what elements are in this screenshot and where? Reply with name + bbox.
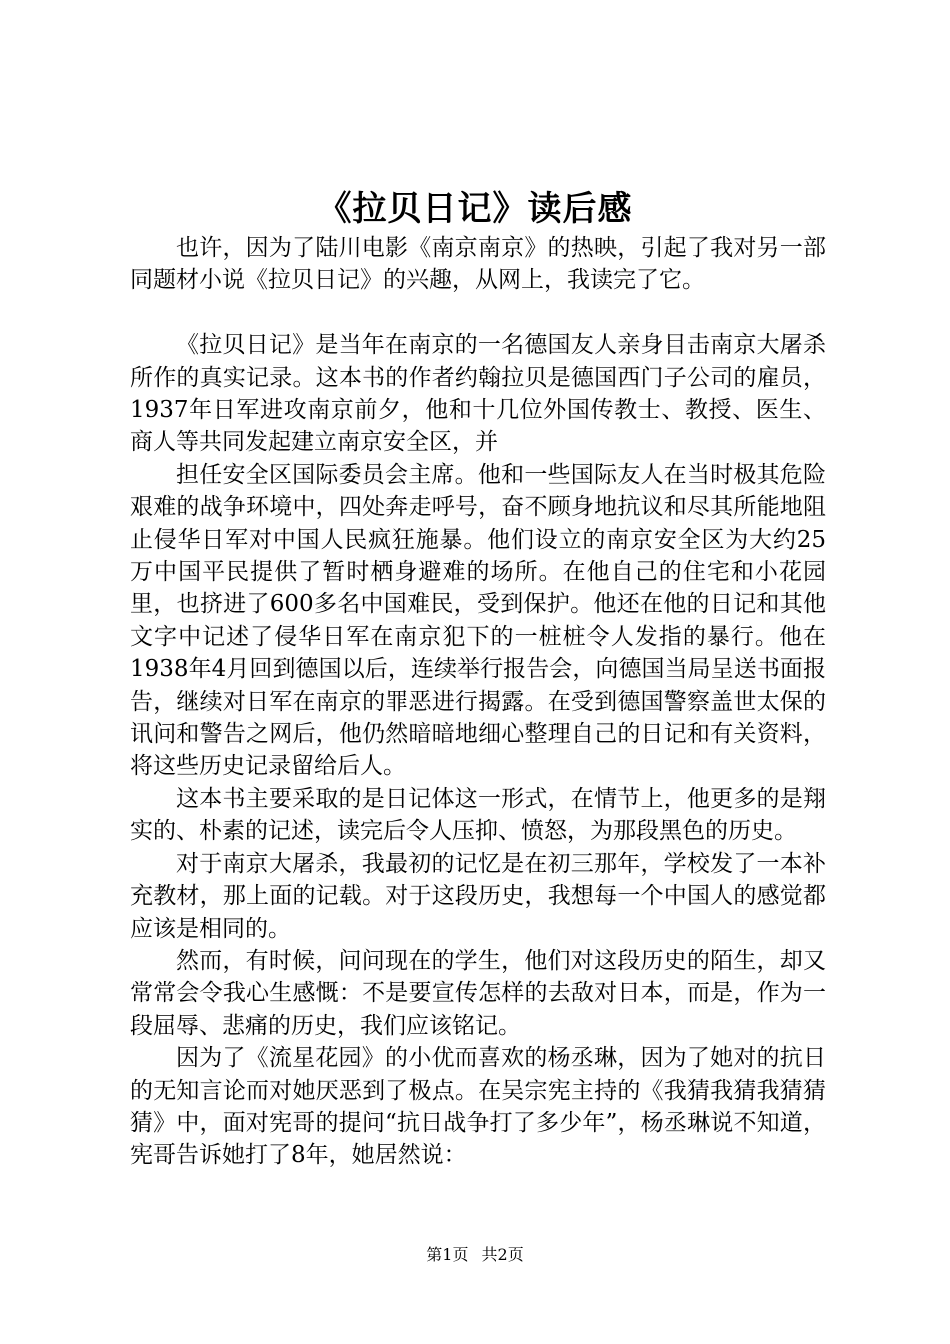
paragraph-students: 然而，有时候，问问现在的学生，他们对这段历史的陌生，却又常常会令我心生感慨：不是要宣传怎样的去敌对日本，而是，作为一段屈辱、悲痛的历史，我们应该铭记。 <box>130 947 826 1039</box>
paragraph-book-summary: 《拉贝日记》是当年在南京的一名德国友人亲身目击南京大屠杀所作的真实记录。这本书的作者约翰拉贝是德国西门子公司的雇员，1937年日军进攻南京前夕，他和十几位外国传教士、教授、医生、商人等共同发起建立南京安全区，并 <box>130 332 826 456</box>
page-footer <box>0 1244 950 1266</box>
paragraph-celebrity: 因为了《流星花园》的小优而喜欢的杨丞琳，因为了她对的抗日的无知言论而对她厌恶到了极点。在吴宗宪主持的《我猜我猜我猜猜猜》中，面对宪哥的提问“抗日战争打了多少年”，杨丞琳说不知道，宪哥告诉她打了8年，她居然说： <box>130 1045 826 1169</box>
paragraph-book-style: 这本书主要采取的是日记体这一形式，在情节上，他更多的是翔实的、朴素的记述，读完后令人压抑、愤怒，为那段黑色的历史。 <box>130 785 826 845</box>
page-number-total: 共2页 <box>481 1245 524 1264</box>
document-body <box>130 232 826 1172</box>
paragraph-rabe-deeds: 担任安全区国际委员会主席。他和一些国际友人在当时极其危险艰难的战争环境中，四处奔走呼号，奋不顾身地抗议和尽其所能地阻止侵华日军对中国人民疯狂施暴。他们设立的南京安全区为大约25万中国平民提供了暂时栖身避难的场所。在他自己的住宅和小花园里，也挤进了600多名中国难民，受到保护。他还在他的日记和其他文字中记述了侵华日军在南京犯下的一桩桩令人发指的暴行。他在1938年4月回到德国以后，连续举行报告会，向德国当局呈送书面报告，继续对日军在南京的罪恶进行揭露。在受到德国警察盖世太保的讯问和警告之网后，他仍然暗暗地细心整理自己的日记和有关资料，将这些历史记录留给后人。 <box>130 461 826 780</box>
document-title: 《拉贝日记》读后感 <box>317 189 633 229</box>
paragraph-intro: 也许，因为了陆川电影《南京南京》的热映，引起了我对另一部同题材小说《拉贝日记》的兴趣，从网上，我读完了它。 <box>130 235 826 294</box>
paragraph-first-memory: 对于南京大屠杀，我最初的记忆是在初三那年，学校发了一本补充教材，那上面的记载。对于这段历史，我想每一个中国人的感觉都应该是相同的。 <box>130 850 826 942</box>
page-number-current: 第1页 <box>426 1245 469 1264</box>
